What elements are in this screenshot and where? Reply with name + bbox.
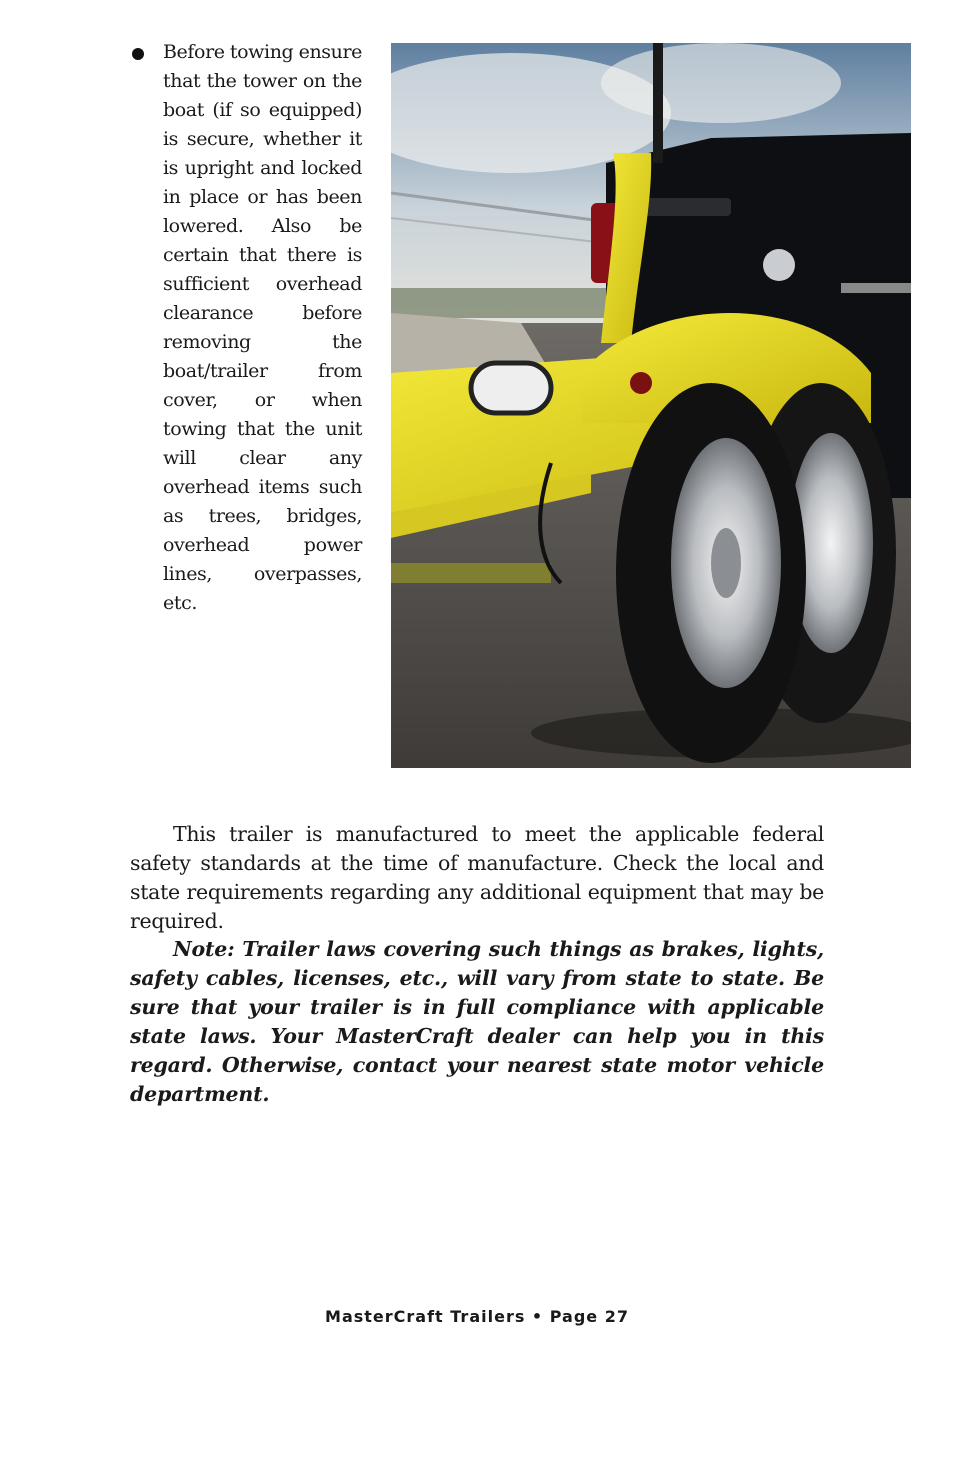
bullet-dot-icon (132, 48, 144, 60)
bullet-text: Before towing ensure that the tower on the boat (if so equipped) is secure, whether it is upright and locked in place or has been lowered. Also be certain that there is sufficient overhead clearance before removing the boat/trailer from cover, or when towing that the unit will clear any overhead items such as trees, bridges, overhead power lines, overpasses, etc. (163, 41, 362, 614)
body-paragraph: This trailer is manufactured to meet the applicable federal safety standards at the time of manufacture. Check the local and state requirements regarding any additional equipment that may be required. (130, 822, 824, 933)
note-paragraph: Note: Trailer laws covering such things as brakes, lights, safety cables, licenses, etc., will vary from state to state. Be sure that your trailer is in full compliance with applicable state laws. Your MasterCraft dealer can help you in this regard. Otherwise, contact your nearest state motor vehicle department. (130, 937, 824, 1106)
bullet-item (130, 38, 362, 618)
page-footer: MasterCraft Trailers • Page 27 (325, 1307, 629, 1326)
trailer-wheels-photo (391, 43, 911, 768)
